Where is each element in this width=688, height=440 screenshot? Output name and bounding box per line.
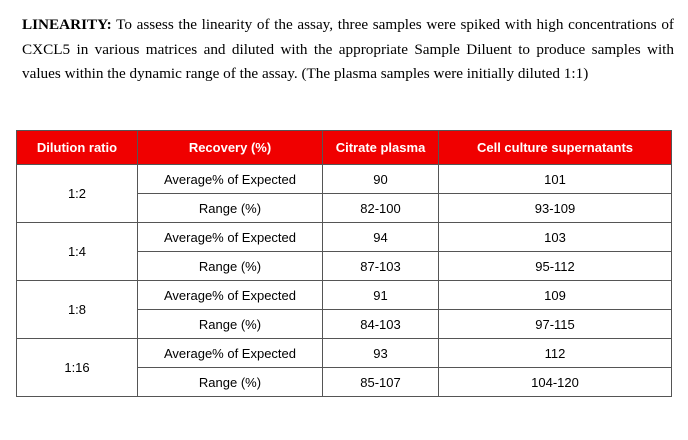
culture-value: 104-120 bbox=[439, 368, 672, 397]
header-citrate-plasma: Citrate plasma bbox=[323, 131, 439, 165]
dilution-cell: 1:4 bbox=[17, 223, 138, 281]
culture-value: 109 bbox=[439, 281, 672, 310]
culture-value: 93-109 bbox=[439, 194, 672, 223]
table-row bbox=[17, 223, 672, 252]
table-row bbox=[17, 281, 672, 310]
table-row bbox=[17, 339, 672, 368]
table-header-row bbox=[17, 131, 672, 165]
citrate-value: 94 bbox=[323, 223, 439, 252]
recovery-label: Average% of Expected bbox=[138, 223, 323, 252]
linearity-text: To assess the linearity of the assay, three samples were spiked with high concentrations of CXCL5 in various matrices and diluted with the appropriate Sample Diluent to produce samples with values within the dynamic range of the assay. (The plasma samples were initially diluted 1:1) bbox=[22, 16, 674, 82]
linearity-table bbox=[16, 130, 672, 397]
recovery-label: Range (%) bbox=[138, 252, 323, 281]
citrate-value: 93 bbox=[323, 339, 439, 368]
recovery-label: Range (%) bbox=[138, 194, 323, 223]
citrate-value: 90 bbox=[323, 165, 439, 194]
culture-value: 103 bbox=[439, 223, 672, 252]
citrate-value: 82-100 bbox=[323, 194, 439, 223]
culture-value: 97-115 bbox=[439, 310, 672, 339]
culture-value: 101 bbox=[439, 165, 672, 194]
dilution-cell: 1:2 bbox=[17, 165, 138, 223]
dilution-cell: 1:8 bbox=[17, 281, 138, 339]
header-dilution-ratio: Dilution ratio bbox=[17, 131, 138, 165]
recovery-label: Average% of Expected bbox=[138, 165, 323, 194]
citrate-value: 87-103 bbox=[323, 252, 439, 281]
citrate-value: 91 bbox=[323, 281, 439, 310]
header-recovery: Recovery (%) bbox=[138, 131, 323, 165]
recovery-label: Average% of Expected bbox=[138, 281, 323, 310]
culture-value: 112 bbox=[439, 339, 672, 368]
linearity-paragraph bbox=[22, 13, 674, 87]
dilution-cell: 1:16 bbox=[17, 339, 138, 397]
recovery-label: Range (%) bbox=[138, 310, 323, 339]
linearity-heading: LINEARITY: bbox=[22, 16, 112, 33]
header-cell-culture: Cell culture supernatants bbox=[439, 131, 672, 165]
culture-value: 95-112 bbox=[439, 252, 672, 281]
recovery-label: Range (%) bbox=[138, 368, 323, 397]
recovery-label: Average% of Expected bbox=[138, 339, 323, 368]
citrate-value: 84-103 bbox=[323, 310, 439, 339]
citrate-value: 85-107 bbox=[323, 368, 439, 397]
table-row bbox=[17, 165, 672, 194]
